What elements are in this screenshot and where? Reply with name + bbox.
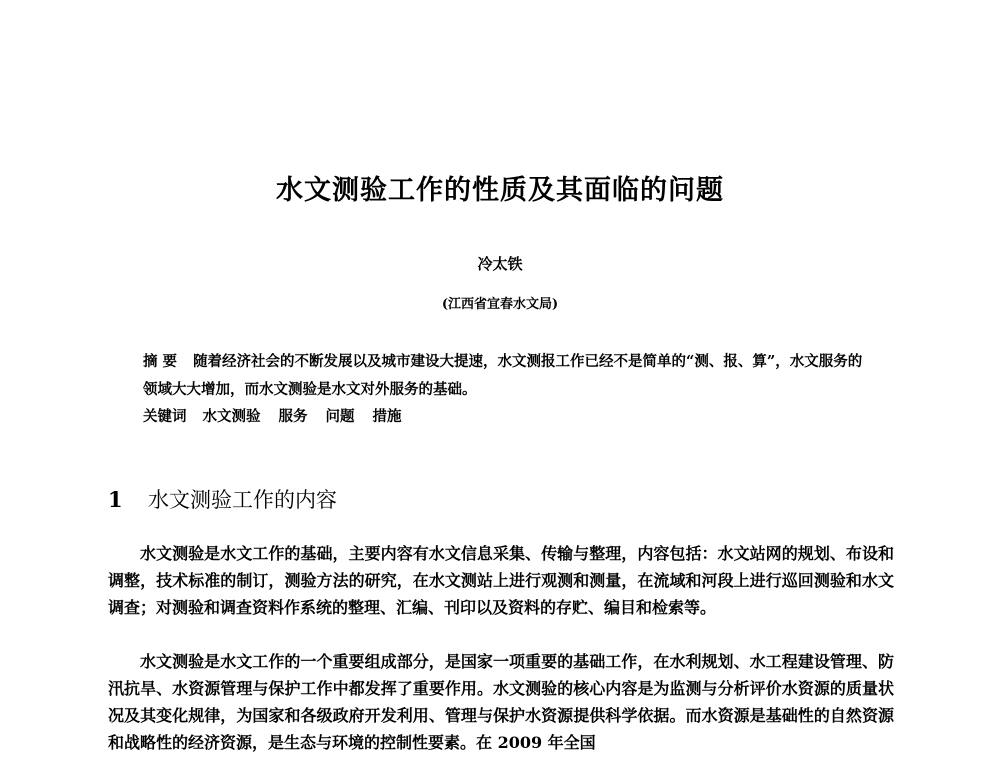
section-title: 水文测验工作的内容: [148, 488, 337, 512]
body-paragraph-1: 水文测验是水文工作的基础，主要内容有水文信息采集、传输与整理，内容包括：水文站网的规划、布设和调整，技术标准的制订，测验方法的研究，在水文测站上进行观测和测量，在流域和河段上进行巡回测验和水文调查；对测验和调查资料作系统的整理、汇编、刊印以及资料的存贮、编目和检索等。: [108, 544, 894, 617]
author-name: 冷太铁: [477, 255, 523, 273]
abstract-block: [143, 348, 863, 403]
keywords-label: 关键词: [143, 409, 187, 425]
keywords-block: [143, 403, 863, 431]
keyword-item: 水文测验: [202, 408, 261, 425]
author-affiliation: (江西省宜春水文局): [441, 297, 559, 312]
abstract-label: 摘 要: [143, 354, 178, 370]
keyword-item: 问题: [325, 408, 355, 425]
abstract-text: 随着经济社会的不断发展以及城市建设大提速，水文测报工作已经不是简单的“测、报、算”，水文服务的领域大大增加，而水文测验是水文对外服务的基础。: [143, 353, 863, 398]
section-heading-1: [108, 484, 337, 514]
section-number: 1: [108, 487, 123, 512]
keyword-item: 服务: [278, 408, 308, 425]
paper-title: 水文测验工作的性质及其面临的问题: [276, 175, 724, 206]
keyword-item: 措施: [372, 408, 402, 425]
body-paragraph-2: 水文测验是水文工作的一个重要组成部分，是国家一项重要的基础工作，在水利规划、水工程建设管理、防汛抗旱、水资源管理与保护工作中都发挥了重要作用。水文测验的核心内容是为监测与分析评价水资源的质量状况及其变化规律，为国家和各级政府开发利用、管理与保护水资源提供科学依据。而水资源是基础性的自然资源和战略性的经济资源，是生态与环境的控制性要素。在 2009 年全国: [108, 652, 894, 752]
